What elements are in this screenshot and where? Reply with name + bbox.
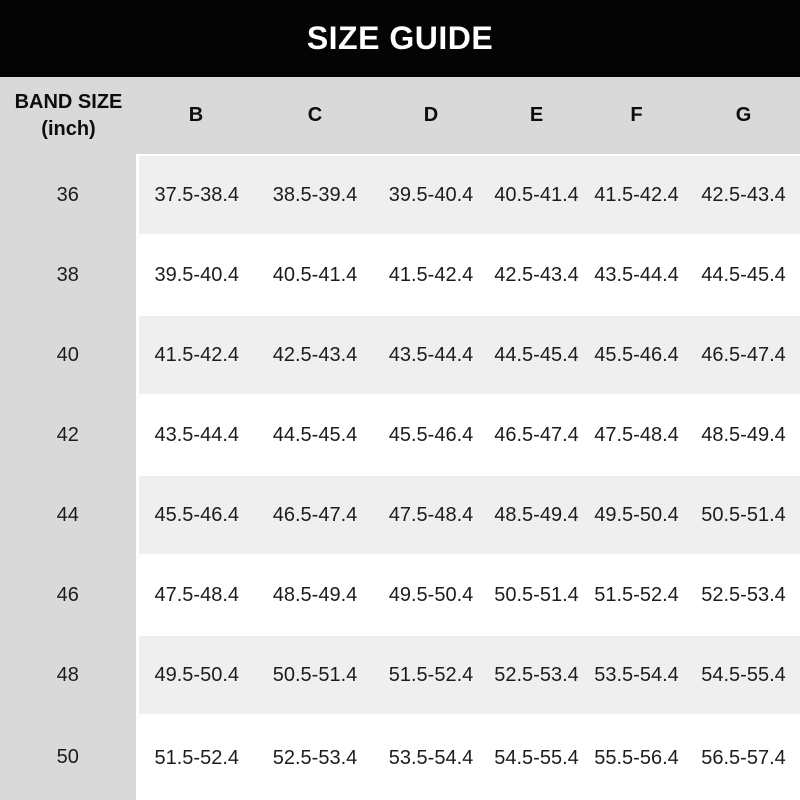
measurement-cell: 47.5-48.4: [375, 475, 487, 555]
cup-column-header-e: E: [487, 77, 586, 155]
measurement-cell: 50.5-51.4: [487, 555, 586, 635]
measurement-cell: 55.5-56.4: [586, 715, 687, 800]
page-title: SIZE GUIDE: [306, 20, 494, 56]
measurement-cell: 51.5-52.4: [375, 635, 487, 715]
measurement-cell: 53.5-54.4: [375, 715, 487, 800]
cup-column-header-d: D: [375, 77, 487, 155]
measurement-cell: 43.5-44.4: [586, 235, 687, 315]
table-row: [0, 635, 800, 715]
measurement-cell: 45.5-46.4: [586, 315, 687, 395]
measurement-cell: 51.5-52.4: [137, 715, 255, 800]
measurement-cell: 48.5-49.4: [487, 475, 586, 555]
measurement-cell: 39.5-40.4: [137, 235, 255, 315]
measurement-cell: 46.5-47.4: [255, 475, 375, 555]
table-row: [0, 155, 800, 235]
band-size-cell: 38: [0, 235, 137, 315]
measurement-cell: 43.5-44.4: [375, 315, 487, 395]
band-size-cell: 36: [0, 155, 137, 235]
measurement-cell: 40.5-41.4: [255, 235, 375, 315]
measurement-cell: 49.5-50.4: [586, 475, 687, 555]
measurement-cell: 39.5-40.4: [375, 155, 487, 235]
table-row: [0, 315, 800, 395]
cup-column-header-c: C: [255, 77, 375, 155]
measurement-cell: 49.5-50.4: [375, 555, 487, 635]
measurement-cell: 56.5-57.4: [687, 715, 800, 800]
cup-column-header-f: F: [586, 77, 687, 155]
table-row: [0, 475, 800, 555]
measurement-cell: 50.5-51.4: [255, 635, 375, 715]
measurement-cell: 42.5-43.4: [255, 315, 375, 395]
table-header-row: [0, 77, 800, 155]
measurement-cell: 52.5-53.4: [487, 635, 586, 715]
band-size-cell: 48: [0, 635, 137, 715]
measurement-cell: 51.5-52.4: [586, 555, 687, 635]
measurement-cell: 41.5-42.4: [375, 235, 487, 315]
measurement-cell: 42.5-43.4: [487, 235, 586, 315]
measurement-cell: 48.5-49.4: [687, 395, 800, 475]
measurement-cell: 38.5-39.4: [255, 155, 375, 235]
measurement-cell: 46.5-47.4: [487, 395, 586, 475]
measurement-cell: 43.5-44.4: [137, 395, 255, 475]
measurement-cell: 44.5-45.4: [487, 315, 586, 395]
band-size-cell: 50: [0, 715, 137, 800]
size-guide-table: [0, 77, 800, 800]
measurement-cell: 47.5-48.4: [137, 555, 255, 635]
measurement-cell: 47.5-48.4: [586, 395, 687, 475]
measurement-cell: 54.5-55.4: [687, 635, 800, 715]
band-size-header-line2: (inch): [41, 118, 96, 140]
cup-column-header-g: G: [687, 77, 800, 155]
band-size-cell: 42: [0, 395, 137, 475]
measurement-cell: 52.5-53.4: [255, 715, 375, 800]
measurement-cell: 45.5-46.4: [137, 475, 255, 555]
measurement-cell: 52.5-53.4: [687, 555, 800, 635]
measurement-cell: 44.5-45.4: [687, 235, 800, 315]
table-row: [0, 715, 800, 800]
measurement-cell: 53.5-54.4: [586, 635, 687, 715]
band-size-cell: 40: [0, 315, 137, 395]
measurement-cell: 50.5-51.4: [687, 475, 800, 555]
measurement-cell: 42.5-43.4: [687, 155, 800, 235]
band-size-header-line1: BAND SIZE: [14, 91, 123, 113]
measurement-cell: 54.5-55.4: [487, 715, 586, 800]
size-guide-title-bar: [0, 0, 800, 77]
cup-column-header-b: B: [137, 77, 255, 155]
measurement-cell: 46.5-47.4: [687, 315, 800, 395]
table-row: [0, 235, 800, 315]
band-size-cell: 46: [0, 555, 137, 635]
measurement-cell: 40.5-41.4: [487, 155, 586, 235]
table-row: [0, 395, 800, 475]
measurement-cell: 44.5-45.4: [255, 395, 375, 475]
band-size-column-header: [0, 77, 137, 155]
measurement-cell: 49.5-50.4: [137, 635, 255, 715]
measurement-cell: 37.5-38.4: [137, 155, 255, 235]
band-size-cell: 44: [0, 475, 137, 555]
table-row: [0, 555, 800, 635]
measurement-cell: 45.5-46.4: [375, 395, 487, 475]
measurement-cell: 41.5-42.4: [137, 315, 255, 395]
measurement-cell: 41.5-42.4: [586, 155, 687, 235]
measurement-cell: 48.5-49.4: [255, 555, 375, 635]
